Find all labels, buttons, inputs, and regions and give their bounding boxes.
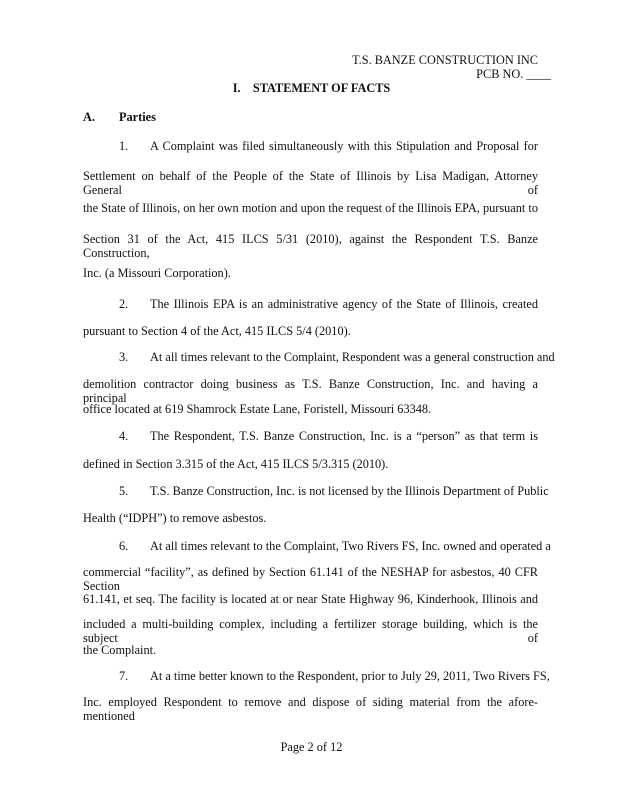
paragraph-line: The Illinois EPA is an administrative agency of the State of Illinois, created xyxy=(150,297,538,311)
header-company: T.S. BANZE CONSTRUCTION INC xyxy=(352,53,538,67)
paragraph-line: included a multi-building complex, including a fertilizer storage building, which is the subject of xyxy=(83,617,538,645)
paragraph-number: 7. xyxy=(119,669,129,683)
paragraph-line: A Complaint was filed simultaneously with this Stipulation and Proposal for xyxy=(150,139,538,153)
paragraph-line: At all times relevant to the Complaint, Two Rivers FS, Inc. owned and operated a xyxy=(150,539,551,553)
paragraph-line: office located at 619 Shamrock Estate Lane, Foristell, Missouri 63348. xyxy=(83,402,432,416)
paragraph-line: Settlement on behalf of the People of the State of Illinois by Lisa Madigan, Attorney General of xyxy=(83,169,538,197)
paragraph-line: At a time better known to the Respondent, prior to July 29, 2011, Two Rivers FS, xyxy=(150,669,550,683)
subsection-title: Parties xyxy=(119,110,156,124)
paragraph-line: Section 31 of the Act, 415 ILCS 5/31 (2010), against the Respondent T.S. Banze Construction, xyxy=(83,232,538,260)
header-pcb-number: PCB NO. ____ xyxy=(476,67,551,81)
paragraph-number: 5. xyxy=(119,484,129,498)
paragraph-line: Inc. (a Missouri Corporation). xyxy=(83,266,231,280)
paragraph-line: pursuant to Section 4 of the Act, 415 ILCS 5/4 (2010). xyxy=(83,324,351,338)
subsection-heading xyxy=(83,110,538,124)
paragraph-number: 4. xyxy=(119,429,129,443)
page-number-footer: Page 2 of 12 xyxy=(280,740,343,754)
paragraph-line: defined in Section 3.315 of the Act, 415 ILCS 5/3.315 (2010). xyxy=(83,457,389,471)
paragraph-line: At all times relevant to the Complaint, Respondent was a general construction and xyxy=(150,350,555,364)
paragraph-number: 1. xyxy=(119,139,129,153)
paragraph-line: The Respondent, T.S. Banze Construction, Inc. is a “person” as that term is xyxy=(150,429,538,443)
section-heading: I. STATEMENT OF FACTS xyxy=(232,81,391,95)
paragraph-line: the Complaint. xyxy=(83,643,157,657)
paragraph-line: the State of Illinois, on her own motion and upon the request of the Illinois EPA, pursuant to xyxy=(83,201,538,215)
paragraph-number: 3. xyxy=(119,350,129,364)
paragraph-line: Health (“IDPH”) to remove asbestos. xyxy=(83,511,267,525)
paragraph-number: 2. xyxy=(119,297,129,311)
paragraph-number: 6. xyxy=(119,539,129,553)
paragraph-line: commercial “facility”, as defined by Section 61.141 of the NESHAP for asbestos, 40 CFR Section xyxy=(83,565,538,593)
paragraph-line: T.S. Banze Construction, Inc. is not licensed by the Illinois Department of Public xyxy=(150,484,549,498)
paragraph-line: 61.141, et seq. The facility is located at or near State Highway 96, Kinderhook, Illinois and xyxy=(83,592,538,606)
paragraph-line: Inc. employed Respondent to remove and dispose of siding material from the afore-mentioned xyxy=(83,695,538,723)
subsection-letter: A. xyxy=(83,110,95,124)
paragraph-line: demolition contractor doing business as T.S. Banze Construction, Inc. and having a principal xyxy=(83,377,538,405)
